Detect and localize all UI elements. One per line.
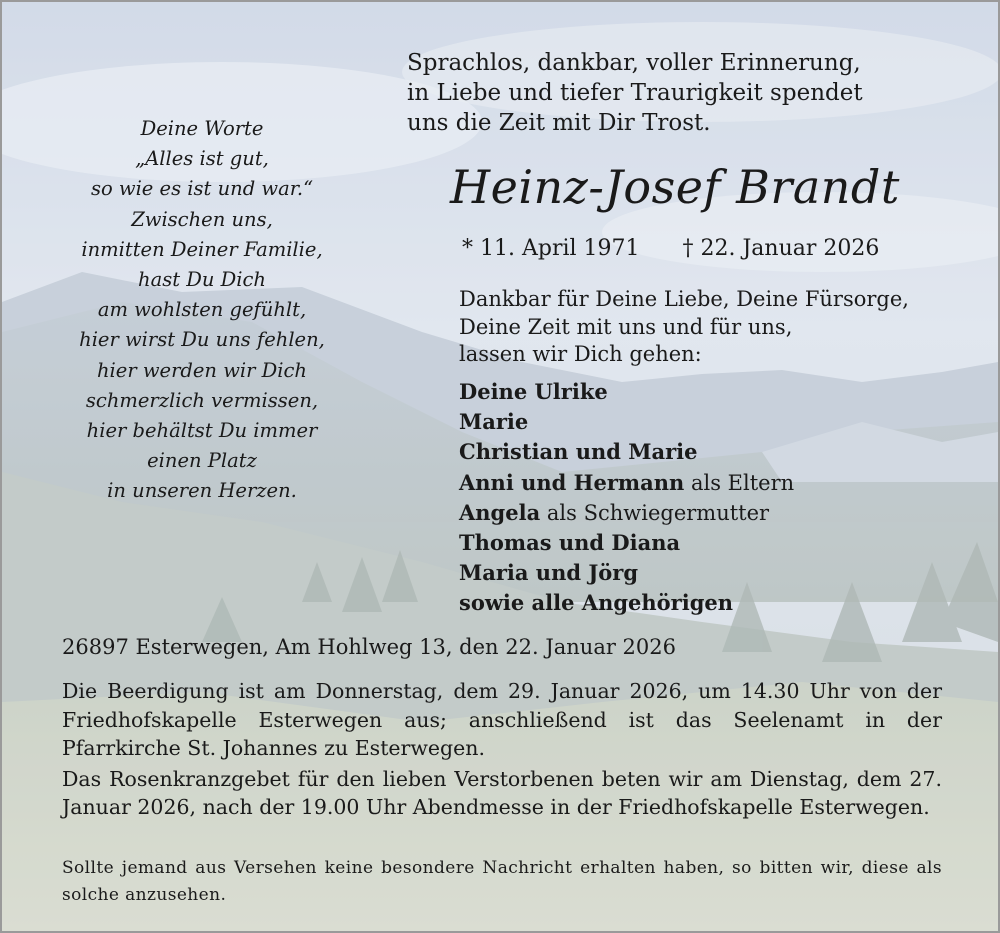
poem-line: in unseren Herzen. — [107, 479, 297, 503]
thanks-text — [459, 286, 909, 369]
mourner-entry — [459, 558, 794, 588]
thanks-line: Deine Zeit mit uns und für uns, — [459, 314, 793, 339]
mourner-name: Angela — [459, 499, 541, 525]
death-date: † 22. Januar 2026 — [682, 236, 880, 261]
thanks-line: lassen wir Dich gehen: — [459, 342, 702, 366]
mourner-entry — [459, 588, 794, 618]
poem-line: so wie es ist und war.“ — [90, 177, 314, 201]
deceased-name: Heinz-Josef Brandt — [450, 160, 900, 214]
poem-line: hier wirst Du uns fehlen, — [79, 328, 325, 352]
poem-line: „Alles ist gut, — [135, 147, 269, 171]
memorial-poem — [42, 114, 362, 507]
mourner-relation: als Schwiegermutter — [546, 500, 770, 525]
poem-line: hier werden wir Dich — [97, 358, 307, 382]
mourner-entry — [459, 498, 794, 528]
poem-line: hast Du Dich — [138, 268, 266, 292]
mourner-entry — [459, 437, 794, 467]
mourner-name: sowie alle Angehörigen — [459, 590, 734, 616]
poem-line: schmerzlich vermissen, — [85, 388, 319, 412]
rosary-text: Das Rosenkranzgebet für den lieben Verstorbenen beten wir am Dienstag, dem 27. Januar 2026, nach der 19.00 Uhr Abendmesse in der Friedhofskapelle Esterwegen. — [62, 766, 942, 819]
mourner-name: Christian und Marie — [459, 439, 698, 465]
mourners-list — [459, 377, 794, 619]
poem-line: Deine Worte — [140, 117, 264, 140]
notification-note: Sollte jemand aus Versehen keine besondere Nachricht erhalten haben, so bitten wir, diese als solche anzusehen. — [62, 858, 942, 905]
poem-line: Zwischen uns, — [131, 207, 273, 231]
poem-line: hier behältst Du immer — [86, 419, 318, 443]
funeral-text: Die Beerdigung ist am Donnerstag, dem 29. Januar 2026, um 14.30 Uhr von der Friedhofskapelle Esterwegen aus; anschließend ist das Seelenamt in der Pfarrkirche St. Johannes zu Esterwegen. — [62, 679, 942, 760]
funeral-details — [62, 677, 942, 822]
opening-text — [407, 48, 863, 138]
mourner-name: Deine Ulrike — [459, 379, 608, 404]
address-line: 26897 Esterwegen, Am Hohlweg 13, den 22. Januar 2026 — [62, 635, 676, 659]
mourner-entry — [459, 528, 794, 558]
opening-line: Sprachlos, dankbar, voller Erinnerung, — [407, 50, 861, 76]
opening-line: uns die Zeit mit Dir Trost. — [407, 110, 711, 136]
thanks-line: Dankbar für Deine Liebe, Deine Fürsorge, — [459, 287, 909, 311]
mourner-name: Anni und Hermann — [459, 469, 685, 495]
mourner-entry — [459, 377, 794, 407]
mourner-relation: als Eltern — [690, 470, 795, 495]
mourner-name: Thomas und Diana — [459, 530, 681, 556]
birth-date: * 11. April 1971 — [462, 236, 640, 261]
poem-line: einen Platz — [147, 449, 257, 473]
poem-line: inmitten Deiner Familie, — [81, 237, 323, 261]
mourner-entry — [459, 468, 794, 498]
life-dates — [462, 234, 879, 264]
mourner-name: Marie — [459, 409, 529, 435]
opening-line: in Liebe und tiefer Traurigkeit spendet — [407, 80, 863, 106]
poem-line: am wohlsten gefühlt, — [97, 298, 307, 322]
mourner-entry — [459, 407, 794, 437]
mourner-name: Maria und Jörg — [459, 560, 639, 586]
